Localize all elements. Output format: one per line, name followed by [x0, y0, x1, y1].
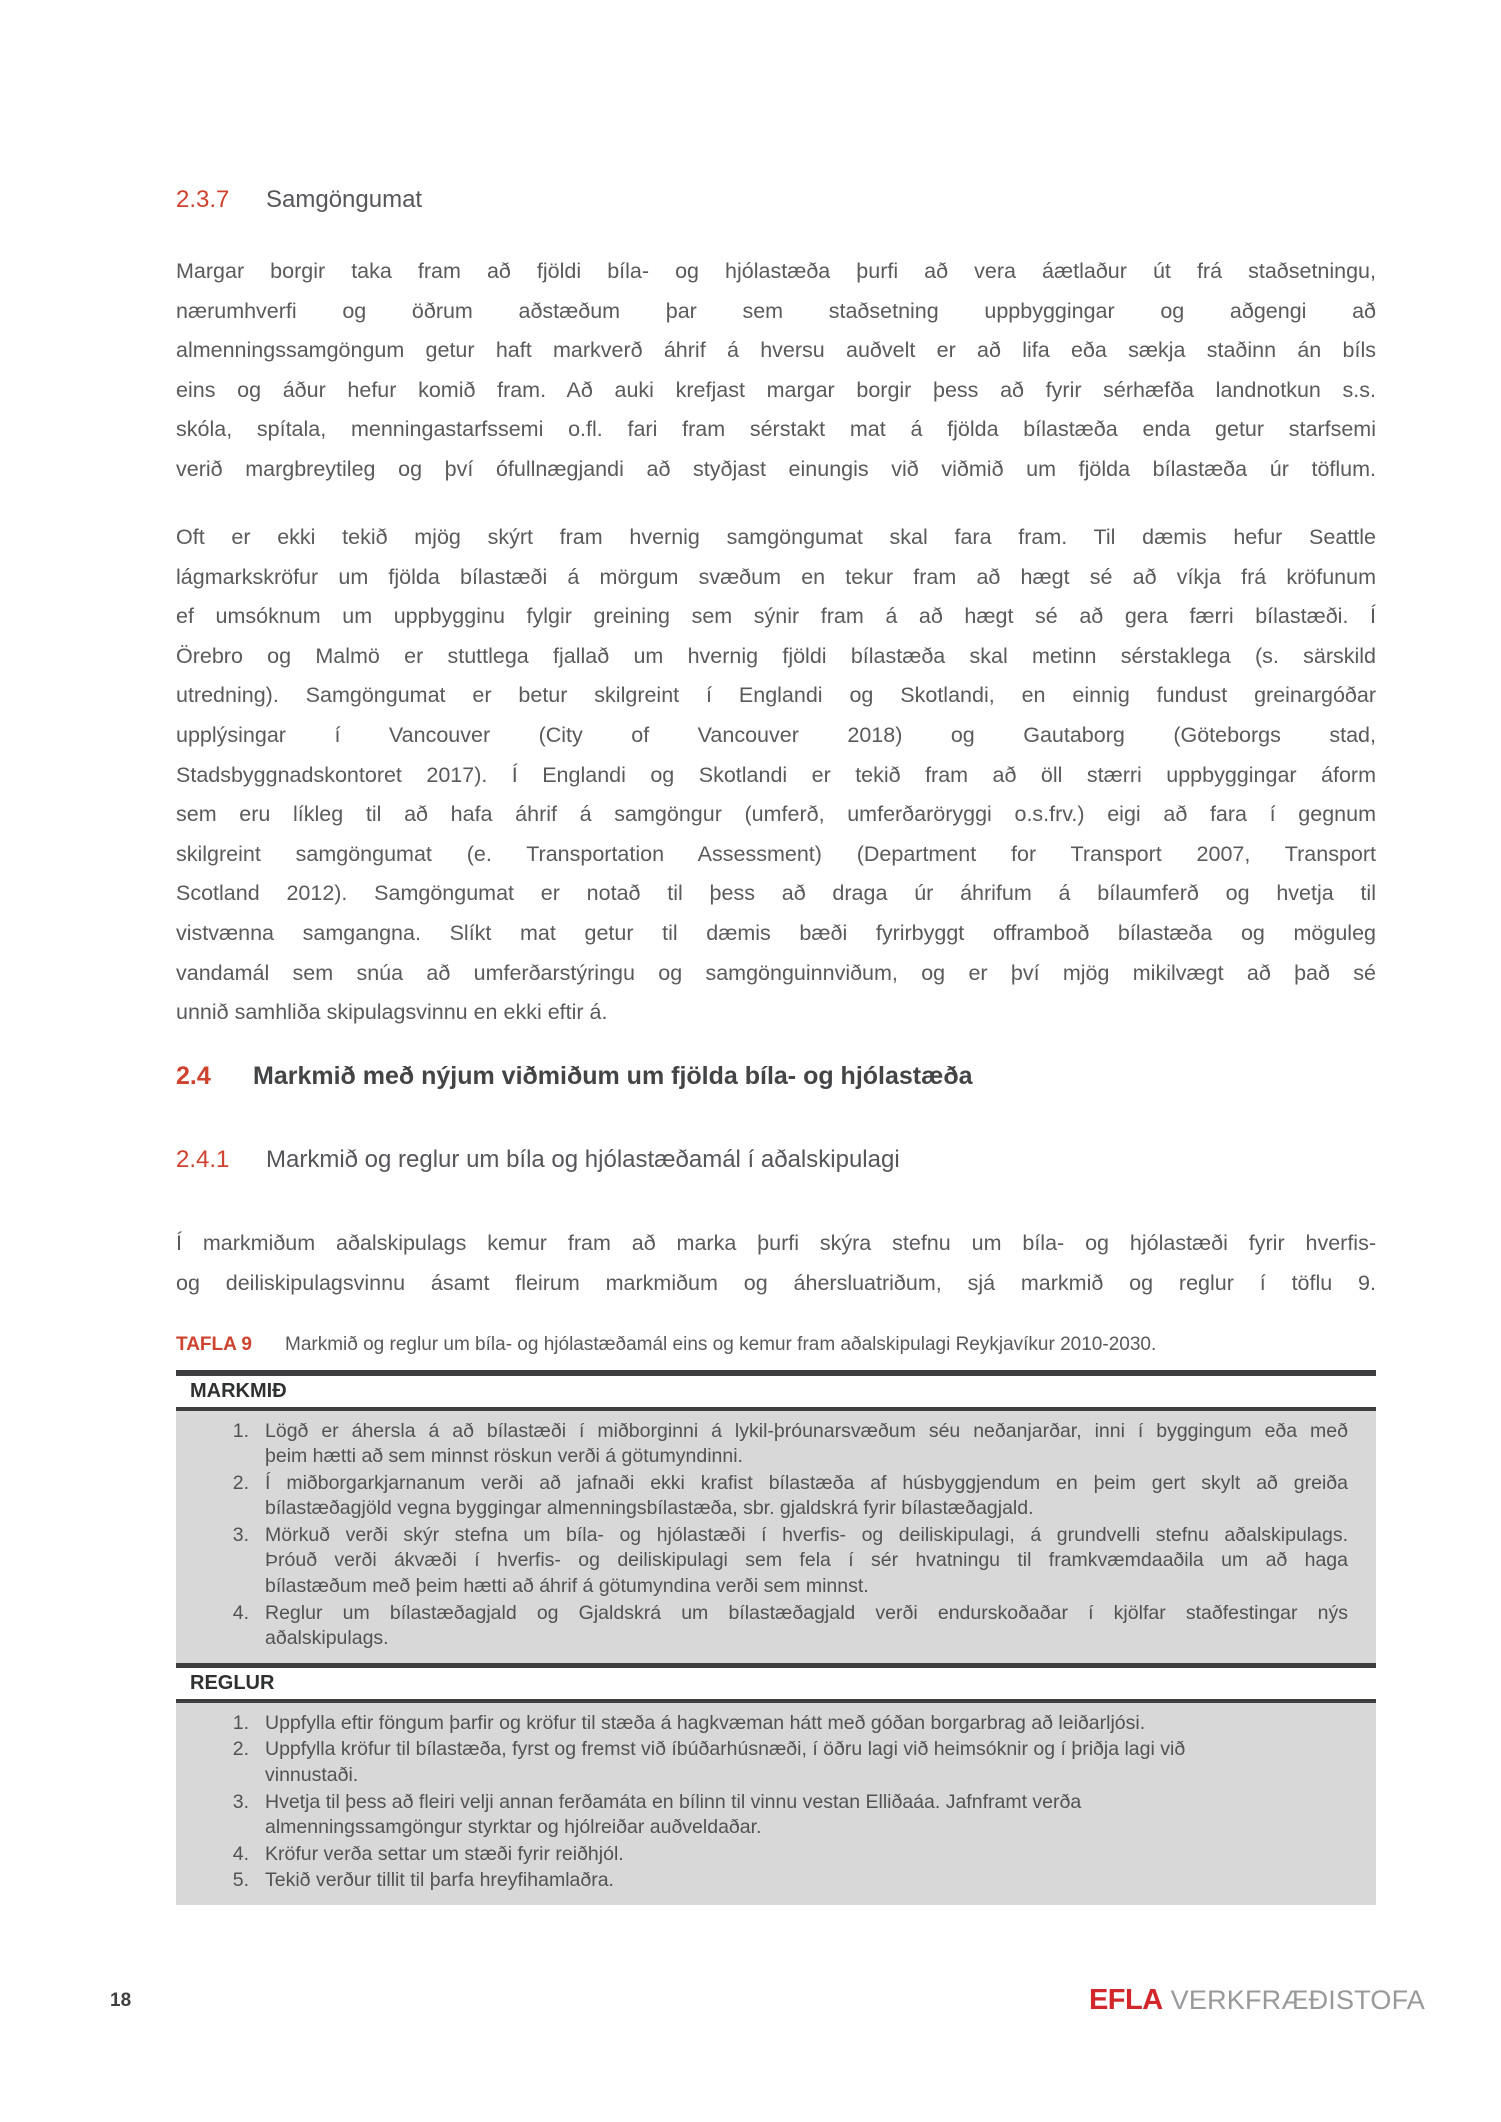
list-item — [265, 1737, 1348, 1788]
text-line: Örebro og Malmö er stuttlega fjallað um hvernig fjöldi bílastæða skal metinn sérstaklega (s. särskild — [176, 643, 1376, 668]
paragraph-2 — [176, 518, 1376, 1033]
table-body-markmid — [176, 1411, 1376, 1663]
section-title: Markmið með nýjum viðmiðum um fjölda bíla- og hjólastæða — [253, 1062, 973, 1090]
table-caption-text: Markmið og reglur um bíla- og hjólastæðamál eins og kemur fram aðalskipulagi Reykjavíkur 2010-2030. — [285, 1334, 1157, 1355]
paragraph-3 — [176, 1224, 1376, 1303]
text-line: Tekið verður tillit til þarfa hreyfihamlaðra. — [265, 1869, 614, 1892]
list-item — [265, 1523, 1348, 1599]
reglur-list — [176, 1703, 1376, 1906]
list-item — [265, 1790, 1348, 1841]
text-line: Kröfur verða settar um stæði fyrir reiðhjól. — [265, 1842, 624, 1865]
text-line: Stadsbyggnadskontoret 2017). Í Englandi og Skotlandi er tekið fram að öll stærri uppbyggingar áform — [176, 762, 1376, 787]
text-line: vistvænna samgangna. Slíkt mat getur til dæmis bæði fyrirbyggt offramboð bílastæða og möguleg — [176, 920, 1376, 945]
text-line: Í miðborgarkjarnanum verði að jafnaði ekki krafist bílastæða af húsbyggjendum en þeim gert skylt að greiða — [265, 1472, 1348, 1495]
page-number: 18 — [110, 1990, 132, 2011]
section-title: Samgöngumat — [266, 186, 423, 213]
section-number: 2.4 — [176, 1062, 211, 1090]
table-body-reglur — [176, 1703, 1376, 1906]
text-line: unnið samhliða skipulagsvinnu en ekki eftir á. — [176, 1000, 608, 1025]
text-line: Uppfylla eftir föngum þarfir og kröfur til stæða á hagkvæman hátt með góðan borgarbrag að leiðarljósi. — [265, 1711, 1146, 1734]
text-line: Í markmiðum aðalskipulags kemur fram að marka þurfi skýra stefnu um bíla- og hjólastæði fyrir hverfis- — [176, 1231, 1376, 1255]
list-item — [265, 1868, 1348, 1893]
paragraph-1 — [176, 252, 1376, 490]
table-caption-label: TAFLA 9 — [176, 1334, 252, 1355]
text-line: vandamál sem snúa að umferðarstýringu og samgönguinnviðum, og er því mjög mikilvægt að það sé — [176, 960, 1376, 985]
section-number: 2.4.1 — [176, 1146, 230, 1173]
section-number: 2.3.7 — [176, 186, 230, 213]
text-line: Mörkuð verði skýr stefna um bíla- og hjólastæði í hverfis- og deiliskipulagi, á grundvelli stefnu aðalskipulags. — [265, 1524, 1348, 1547]
text-line: og deiliskipulagsvinnu ásamt fleirum markmiðum og áhersluatriðum, sjá markmið og reglur í töflu 9. — [176, 1270, 1376, 1295]
table-header-reglur: REGLUR — [176, 1668, 1376, 1699]
text-line: Uppfylla kröfur til bílastæða, fyrst og fremst við íbúðarhúsnæði, í öðru lagi við heimsóknir og í þriðja lagi við — [265, 1738, 1186, 1761]
markmid-list — [176, 1411, 1376, 1663]
text-line: bílastæðum með þeim hætti að áhrif á götumyndina verði sem minnst. — [265, 1574, 869, 1597]
efla-logo — [1089, 1984, 1425, 2017]
list-item — [265, 1842, 1348, 1867]
text-line: Scotland 2012). Samgöngumat er notað til þess að draga úr áhrifum á bílaumferð og hvetja til — [176, 881, 1376, 906]
text-line: Oft er ekki tekið mjög skýrt fram hvernig samgöngumat skal fara fram. Til dæmis hefur Seattle — [176, 525, 1376, 549]
text-line: Lögð er áhersla á að bílastæði í miðborginni á lykil-þróunarsvæðum séu neðanjarðar, inni í byggingum eða með — [265, 1420, 1348, 1442]
list-item — [265, 1601, 1348, 1652]
text-line: eins og áður hefur komið fram. Að auki krefjast margar borgir þess að fyrir sérhæfða landnotkun s.s. — [176, 377, 1376, 402]
text-line: Margar borgir taka fram að fjöldi bíla- og hjólastæða þurfi að vera áætlaður út frá staðsetningu, — [176, 259, 1376, 283]
text-line: nærumhverfi og öðrum aðstæðum þar sem staðsetning uppbyggingar og aðgengi að — [176, 298, 1376, 323]
text-line: Hvetja til þess að fleiri velji annan ferðamáta en bílinn til vinnu vestan Elliðaáa. Jafnframt verða — [265, 1790, 1082, 1813]
text-line: Reglur um bílastæðagjald og Gjaldskrá um bílastæðagjald verði endurskoðaðar í kjölfar staðfestingar nýs — [265, 1601, 1348, 1624]
text-line: vinnustaði. — [265, 1763, 359, 1786]
list-item — [265, 1419, 1348, 1470]
text-line: Þróuð verði ákvæði í hverfis- og deiliskipulagi sem fela í sér hvatningu til framkvæmdaaðila um að haga — [265, 1549, 1348, 1572]
text-line: lágmarkskröfur um fjölda bílastæði á mörgum svæðum en tekur fram að hægt sé að víkja frá kröfunum — [176, 564, 1376, 589]
table-9 — [176, 1370, 1376, 1905]
text-line: utredning). Samgöngumat er betur skilgreint í Englandi og Skotlandi, en einnig fundust greinargóðar — [176, 683, 1376, 708]
section-title: Markmið og reglur um bíla og hjólastæðamál í aðalskipulagi — [266, 1146, 900, 1173]
text-line: almenningssamgöngur styrktar og hjólreiðar auðveldaðar. — [265, 1815, 762, 1838]
list-item — [265, 1471, 1348, 1522]
text-line: þeim hætti að sem minnst röskun verði á götumyndinni. — [265, 1445, 743, 1468]
text-line: skilgreint samgöngumat (e. Transportation Assessment) (Department for Transport 2007, Transport — [176, 841, 1376, 866]
text-line: upplýsingar í Vancouver (City of Vancouver 2018) og Gautaborg (Göteborgs stad, — [176, 722, 1376, 747]
text-line: skóla, spítala, menningastarfssemi o.fl. fari fram sérstakt mat á fjölda bílastæða enda getur starfsemi — [176, 417, 1376, 442]
text-line: verið margbreytileg og því ófullnægjandi að styðjast einungis við viðmið um fjölda bílastæða úr töflum. — [176, 456, 1376, 481]
table-header-markmid: MARKMIÐ — [176, 1376, 1376, 1407]
efla-logo-suffix: VERKFRÆÐISTOFA — [1170, 1985, 1425, 2015]
text-line: ef umsóknum um uppbygginu fylgir greining sem sýnir fram á að hægt sé að gera færri bílastæði. Í — [176, 604, 1376, 629]
section-heading-2-3-7 — [176, 186, 422, 214]
text-line: aðalskipulags. — [265, 1626, 389, 1649]
text-line: sem eru líkleg til að hafa áhrif á samgöngur (umferð, umferðaröryggi o.s.frv.) eigi að fara í gegnum — [176, 802, 1376, 827]
efla-logo-brand: EFLA — [1088, 1984, 1163, 2016]
text-line: bílastæðagjöld vegna byggingar almenningsbílastæða, sbr. gjaldskrá fyrir bílastæðagjald. — [265, 1497, 1034, 1520]
section-heading-2-4 — [176, 1062, 973, 1091]
list-item — [265, 1711, 1348, 1736]
text-line: almenningssamgöngum getur haft markverð áhrif á hversu auðvelt er að lifa eða sækja staðinn án bíls — [176, 338, 1376, 363]
section-heading-2-4-1 — [176, 1146, 900, 1174]
table-caption — [176, 1334, 1416, 1356]
